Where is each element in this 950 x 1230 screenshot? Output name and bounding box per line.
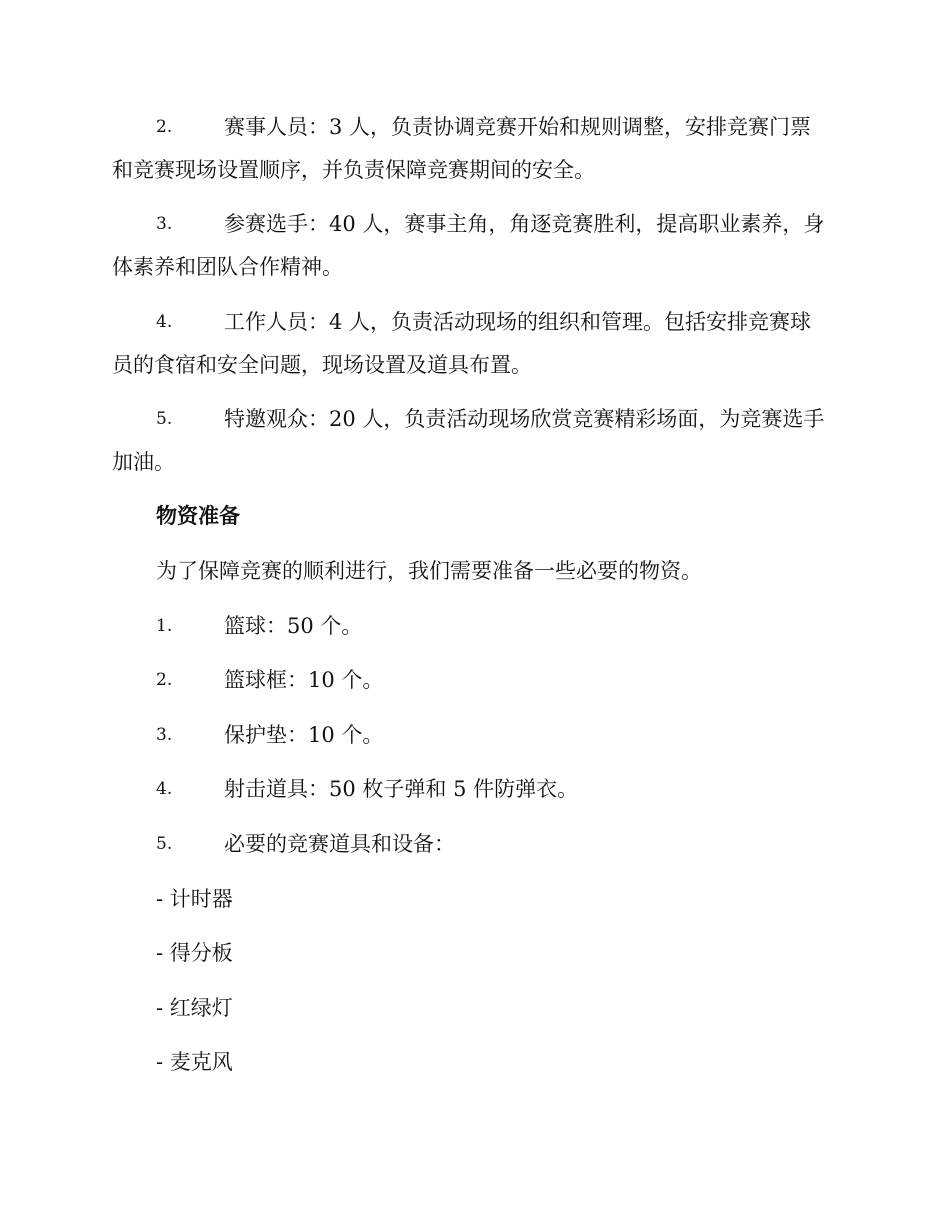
- list-item-text: 特邀观众：20 人，负责活动现场欣赏竞赛精彩场面，为竞赛选手: [224, 407, 825, 431]
- list-number: 3.: [156, 725, 173, 745]
- list-number: 4.: [156, 779, 173, 799]
- list-number: 2.: [156, 117, 173, 137]
- list-number: 3.: [156, 214, 173, 234]
- list-item-text: 射击道具：50 枚子弹和 5 件防弹衣。: [224, 777, 579, 801]
- list-number: 1.: [156, 616, 173, 636]
- list-item-text-continued: 体素养和团队合作精神。: [112, 255, 343, 279]
- equipment-item: - 计时器: [156, 887, 233, 911]
- section-heading: 物资准备: [156, 503, 240, 528]
- list-item-text: 参赛选手：40 人，赛事主角，角逐竞赛胜利，提高职业素养，身: [224, 212, 825, 236]
- list-item-text: 保护垫：10 个。: [224, 723, 384, 747]
- section-intro: 为了保障竞赛的顺利进行，我们需要准备一些必要的物资。: [156, 559, 702, 583]
- list-number: 5.: [156, 834, 173, 854]
- list-item-text-continued: 和竞赛现场设置顺序，并负责保障竞赛期间的安全。: [112, 158, 595, 182]
- equipment-item: - 得分板: [156, 941, 233, 965]
- list-number: 2.: [156, 670, 173, 690]
- list-number: 4.: [156, 312, 173, 332]
- list-item-text: 工作人员：4 人，负责活动现场的组织和管理。包括安排竞赛球: [224, 310, 812, 334]
- equipment-item: - 红绿灯: [156, 996, 233, 1020]
- list-item-text: 赛事人员：3 人，负责协调竞赛开始和规则调整，安排竞赛门票: [224, 115, 812, 139]
- list-item-text-continued: 加油。: [112, 450, 175, 474]
- list-item-text-continued: 员的食宿和安全问题，现场设置及道具布置。: [112, 353, 532, 377]
- list-item-text: 篮球：50 个。: [224, 614, 363, 638]
- list-item-text: 必要的竞赛道具和设备：: [224, 832, 455, 856]
- list-number: 5.: [156, 409, 173, 429]
- equipment-item: - 麦克风: [156, 1050, 233, 1074]
- list-item-text: 篮球框：10 个。: [224, 668, 384, 692]
